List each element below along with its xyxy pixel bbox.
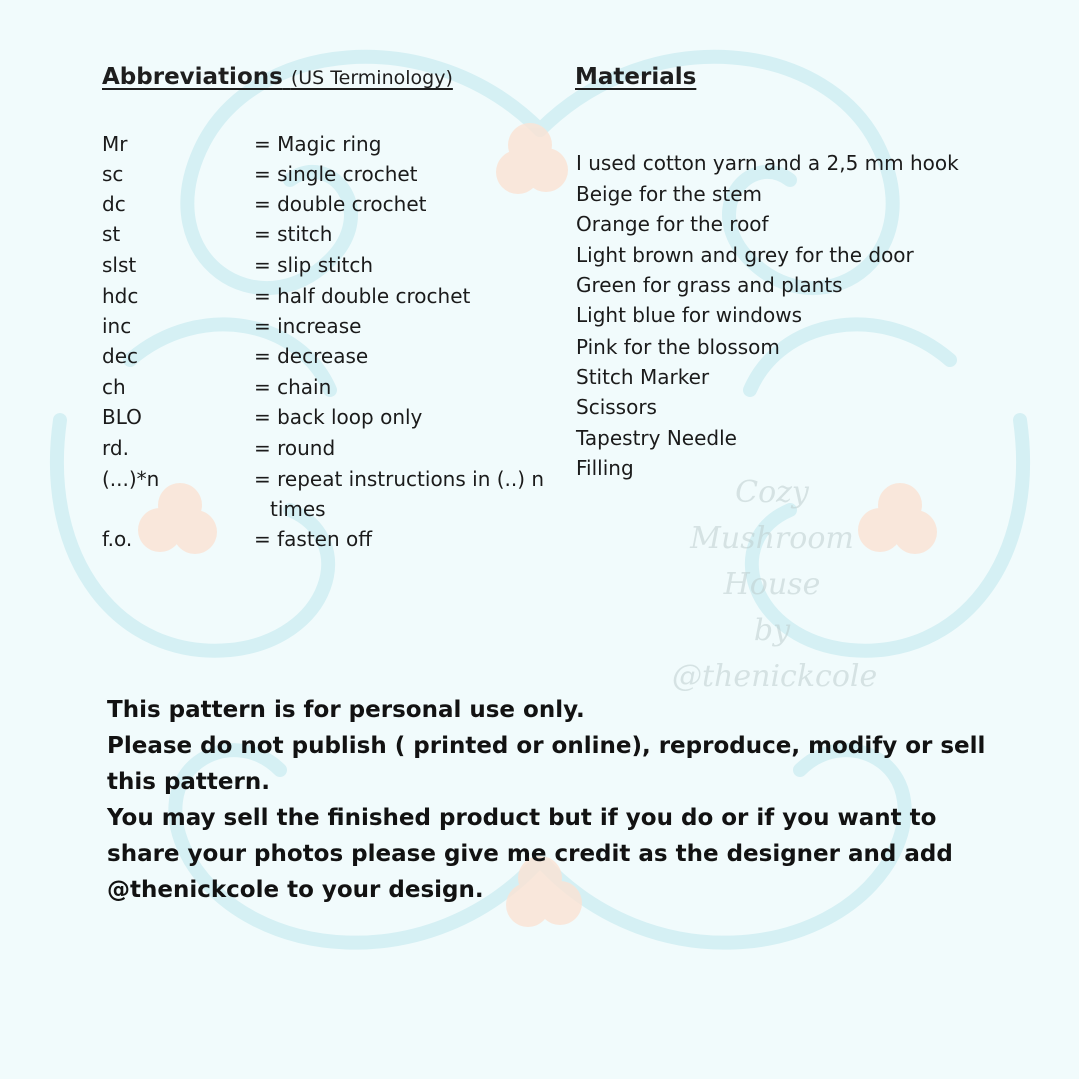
abbreviation-term: Mr bbox=[102, 132, 128, 156]
abbreviation-definition: = back loop only bbox=[254, 405, 423, 429]
abbreviations-title: Abbreviations bbox=[102, 64, 283, 90]
material-item: Light brown and grey for the door bbox=[576, 243, 914, 267]
abbreviation-term: hdc bbox=[102, 284, 139, 308]
watermark-line: by bbox=[753, 613, 791, 648]
abbreviation-term: ch bbox=[102, 375, 126, 399]
abbreviation-definition: = repeat instructions in (..) n bbox=[254, 467, 545, 491]
abbreviation-definition: = Magic ring bbox=[254, 132, 382, 156]
abbreviation-definition: = decrease bbox=[254, 344, 369, 368]
usage-notice bbox=[107, 692, 987, 908]
abbreviation-definition: = round bbox=[254, 436, 336, 460]
watermark-line: House bbox=[723, 567, 821, 602]
material-item: Light blue for windows bbox=[576, 303, 803, 327]
abbreviation-definition: = single crochet bbox=[254, 162, 418, 186]
abbreviation-definition-continued: times bbox=[270, 497, 326, 521]
abbreviation-definition: = increase bbox=[254, 314, 362, 338]
abbreviation-term: sc bbox=[102, 162, 124, 186]
material-item: Filling bbox=[576, 456, 634, 480]
material-item: Scissors bbox=[576, 395, 657, 419]
material-item: Stitch Marker bbox=[576, 365, 710, 389]
abbreviation-definition: = fasten off bbox=[254, 527, 373, 551]
material-item: Orange for the roof bbox=[576, 212, 769, 236]
material-item: Tapestry Needle bbox=[576, 426, 737, 450]
watermark-line: Cozy bbox=[735, 475, 809, 510]
notice-line: this pattern. bbox=[107, 769, 270, 795]
abbreviation-term: inc bbox=[102, 314, 132, 338]
abbreviation-definition: = double crochet bbox=[254, 192, 427, 216]
abbreviations-heading bbox=[102, 64, 453, 90]
material-item: Pink for the blossom bbox=[576, 335, 780, 359]
abbreviation-term: rd. bbox=[102, 436, 129, 460]
abbreviation-definition: = stitch bbox=[254, 222, 333, 246]
abbreviations-subtitle: (US Terminology) bbox=[290, 67, 453, 89]
abbreviation-term: dec bbox=[102, 344, 138, 368]
abbreviation-definition: = chain bbox=[254, 375, 332, 399]
abbreviation-term: (...)*n bbox=[102, 467, 160, 491]
abbreviation-term: f.o. bbox=[102, 527, 133, 551]
abbreviation-term: BLO bbox=[102, 405, 142, 429]
material-item: Beige for the stem bbox=[576, 182, 763, 206]
notice-line: You may sell the finished product but if you do or if you want to bbox=[107, 805, 937, 831]
abbreviation-term: dc bbox=[102, 192, 126, 216]
material-item: I used cotton yarn and a 2,5 mm hook bbox=[576, 151, 959, 175]
notice-line: This pattern is for personal use only. bbox=[107, 697, 585, 723]
watermark bbox=[672, 470, 878, 700]
abbreviation-definition: = slip stitch bbox=[254, 253, 374, 277]
notice-line: @thenickcole to your design. bbox=[107, 877, 484, 903]
watermark-line: Mushroom bbox=[690, 521, 854, 556]
abbreviation-definition: = half double crochet bbox=[254, 284, 471, 308]
material-item: Green for grass and plants bbox=[576, 273, 843, 297]
watermark-line: @thenickcole bbox=[672, 659, 878, 694]
notice-line: Please do not publish ( printed or online), reproduce, modify or sell bbox=[107, 733, 986, 759]
notice-line: share your photos please give me credit as the designer and add bbox=[107, 841, 953, 867]
abbreviation-term: slst bbox=[102, 253, 137, 277]
abbreviation-term: st bbox=[102, 222, 121, 246]
materials-heading: Materials bbox=[575, 64, 697, 90]
